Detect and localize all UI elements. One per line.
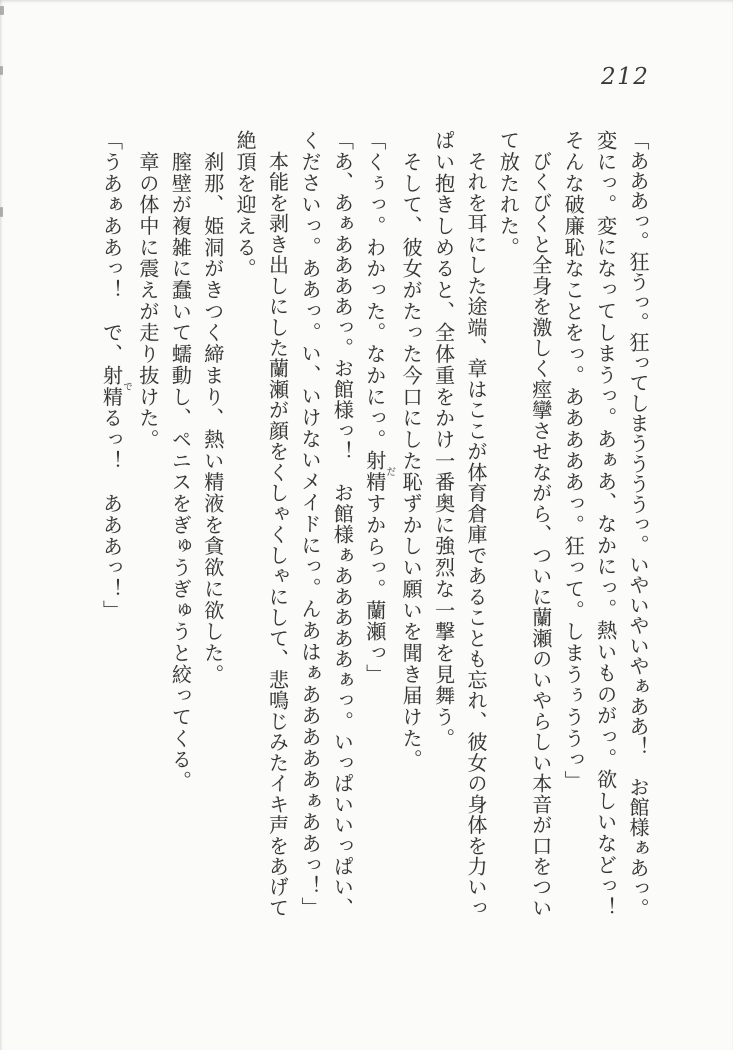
text-block (95, 130, 654, 942)
text-run: 章の体中に震えが走り抜けた。 (135, 130, 160, 451)
text-run: 「くぅっ。わかった。なかにっ。 (362, 130, 387, 451)
scan-artifact (0, 6, 4, 15)
ruby-word: 射精で (99, 364, 132, 408)
text-line (132, 130, 164, 942)
text-run: て放たれた。 (496, 130, 521, 259)
text-line (261, 130, 293, 942)
scan-artifact (0, 66, 3, 75)
text-line (229, 130, 261, 942)
text-run: 絶頂を迎える。 (233, 130, 258, 280)
text-line (589, 130, 621, 942)
text-line (524, 130, 556, 942)
text-line (460, 130, 492, 942)
text-run: びくびくと全身を激しく痙攣させながら、ついに蘭瀬のいやらしい本音が口をつい (528, 130, 553, 919)
page-number: 212 (601, 64, 650, 90)
text-run: 「あ、あぁああああっ。お館様っ！ お館様ぁあああああぁっ。いっぱいいっぱい、 (330, 130, 355, 919)
text-run: 膣壁が複雑に蠢いて蠕動し、ペニスをぎゅうぎゅうと絞ってくる。 (168, 130, 193, 792)
text-run: 本能を剥き出しにした蘭瀬が顔をくしゃくしゃにして、悲鳴じみたイキ声をあげて (265, 130, 290, 919)
text-line (196, 130, 228, 942)
scan-artifact (0, 207, 3, 217)
text-run: 「あああっ。狂うっ。狂ってしまううううっ。いやいやいやぁああ！ お館様ぁあっ。 (626, 130, 650, 919)
text-run: ぱい抱きしめると、全体重をかけ一番奥に強烈な一撃を見舞う。 (431, 130, 456, 750)
text-line (492, 130, 524, 942)
furigana: で (121, 364, 132, 408)
text-line (294, 130, 326, 942)
text-run: それを耳にした途端、章はここが体育倉庫であることも忘れ、彼女の身体を力いっ (463, 130, 488, 919)
text-run: そんな破廉恥なことをっ。あああああっ。狂って。しまうぅううっ」 (561, 130, 586, 792)
text-line (164, 130, 196, 942)
text-run: そして、彼女がたった今口にした恥ずかしい願いを聞き届けた。 (399, 130, 424, 771)
text-line (395, 130, 427, 942)
text-line (427, 130, 459, 942)
text-run: 変にっ。変になってしまうっ。あぁあ、なかにっ。熱いものがっ。欲しいなどっ！ (593, 130, 618, 919)
text-line (358, 130, 394, 942)
text-run: すからっ。蘭瀬っ」 (362, 492, 387, 686)
furigana: だ (384, 450, 396, 493)
text-line (557, 130, 589, 942)
text-line (95, 130, 131, 942)
text-run: くださいっ。ああっ。い、いけないメイドにっ。んあはぁあああああぁああっ！」 (297, 130, 322, 919)
text-run: 刹那、姫洞がきつく締まり、熱い精液を貪欲に欲した。 (200, 130, 225, 686)
text-run: 「うあぁああっ！ で、 (99, 130, 124, 365)
text-line (326, 130, 358, 942)
text-line (622, 130, 654, 942)
ruby-word: 射精だ (362, 450, 396, 493)
text-run: るっ！ あああっ！」 (99, 407, 124, 622)
